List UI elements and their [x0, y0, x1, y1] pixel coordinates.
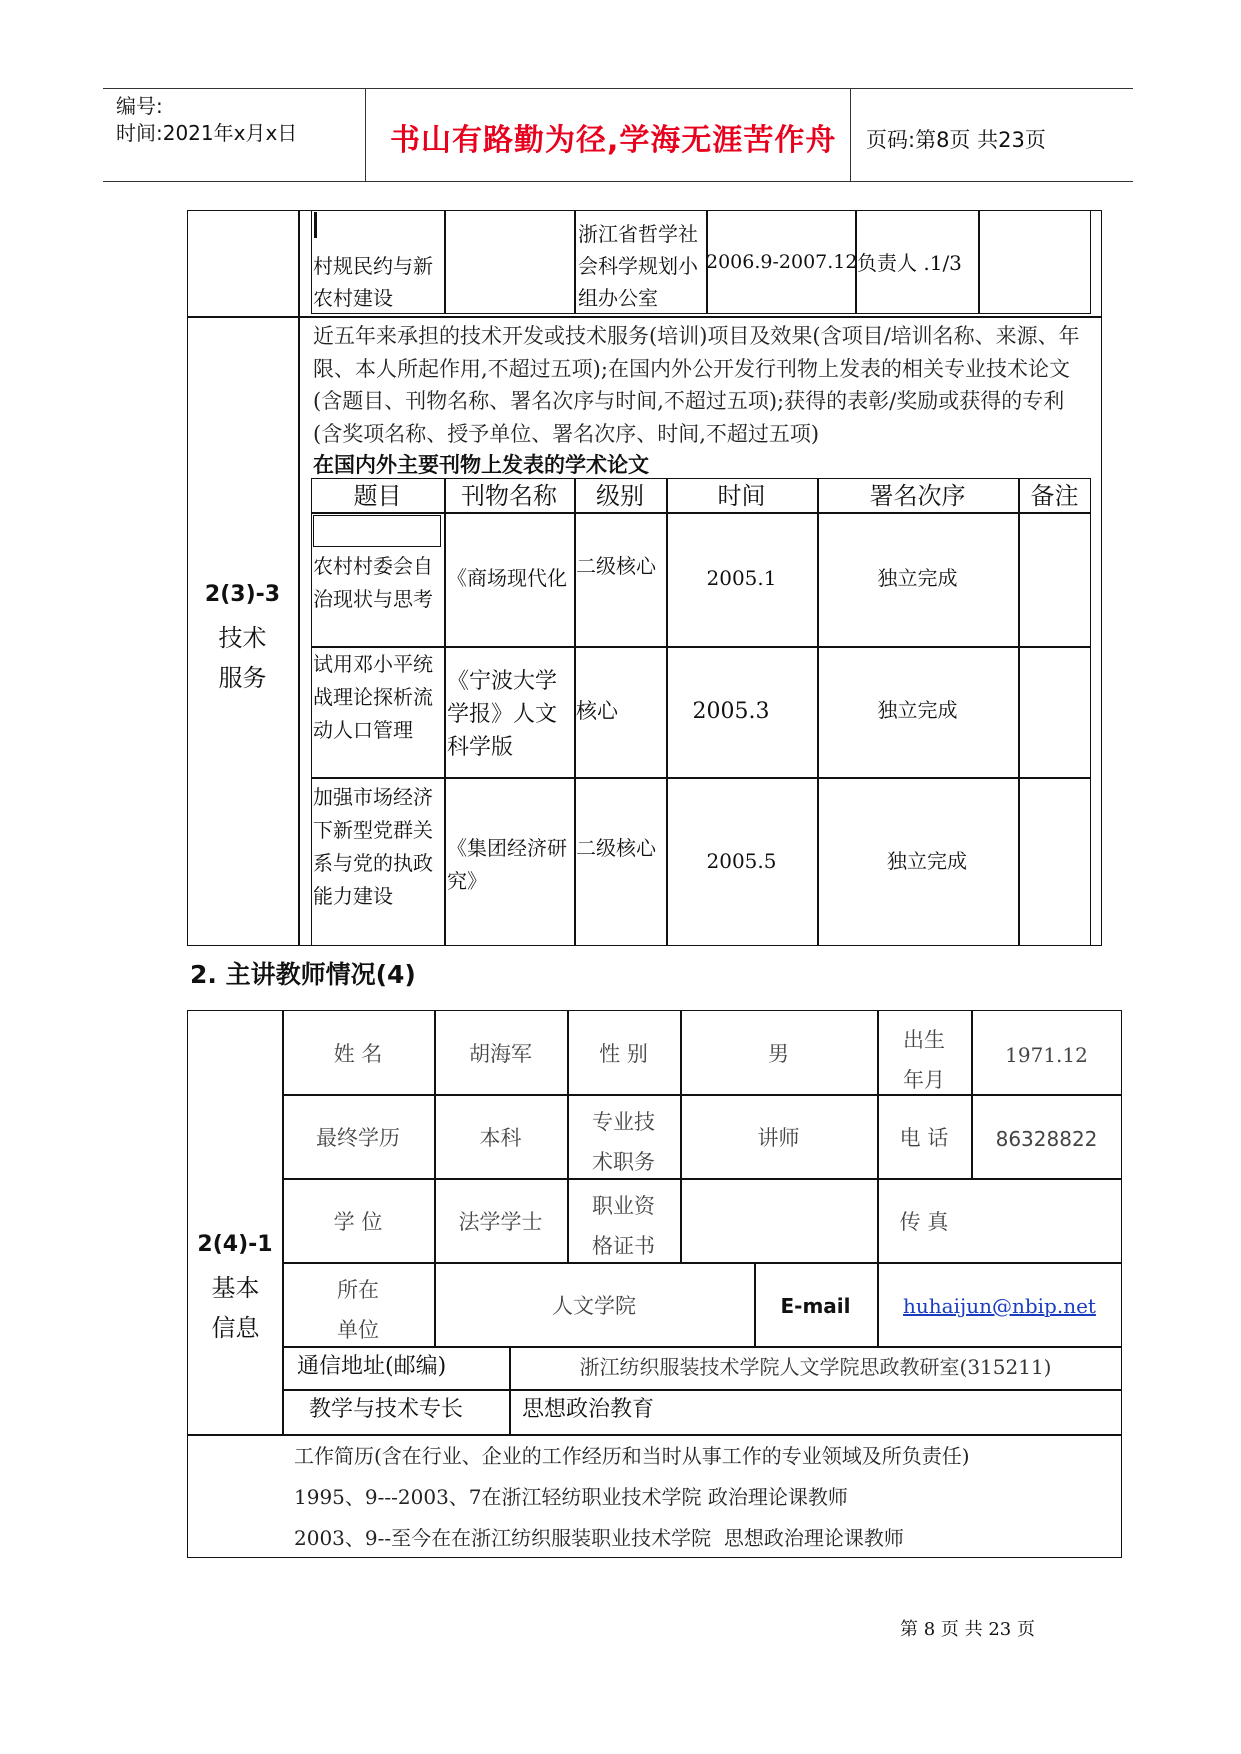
paper-2-level: 核心 [576, 699, 618, 723]
name-value: 胡海军 [469, 1042, 532, 1066]
paper-3-level: 二级核心 [576, 836, 656, 860]
degree-label: 学 位 [333, 1210, 383, 1234]
section-2-3-description: 近五年来承担的技术开发或技术服务(培训)项目及效果(含项目/培训名称、来源、年限、本人所起作用,不超过五项);在国内外公开发行刊物上发表的相关专业技术论文(含题目、刊物名称、署名次序与时间,不超过五项);获得的表彰/奖励或获得的专利(含奖项名称、授予单位、署名次序、时间,不超过五项) [313, 324, 1080, 446]
teacher-info-table [187, 1010, 1122, 1558]
paper-1-time: 2005.1 [706, 566, 777, 590]
resume-line-2: 2003、9--至今在在浙江纺织服装职业技术学院 思想政治理论课教师 [294, 1526, 904, 1550]
teacher-section-heading: 2. 主讲教师情况(4) [190, 960, 416, 989]
papers-col-1 [444, 478, 446, 946]
cursor-marker [314, 212, 317, 238]
phone-value: 86328822 [995, 1127, 1098, 1151]
document-time-label: 时间:2021年x月x日 [116, 121, 298, 145]
header-page-info: 页码:第8页 共23页 [866, 128, 1046, 152]
papers-row2-rule [311, 777, 1091, 779]
gender-label: 性 别 [599, 1042, 648, 1066]
address-value: 浙江纺织服装技术学院人文学院思政教研室(315211) [579, 1355, 1052, 1379]
col-header-journal: 刊物名称 [461, 482, 557, 510]
paper-1-title: 农村村委会自治现状与思考 [313, 554, 433, 611]
label-column-divider [298, 210, 300, 946]
research-period: 2006.9-2007.12 [706, 251, 858, 273]
section-2-3-code: 2(3)-3 [204, 582, 281, 607]
empty-input-box [313, 515, 441, 547]
professional-title-value: 讲师 [757, 1126, 800, 1150]
paper-3-title: 加强市场经济下新型党群关系与党的执政能力建设 [313, 785, 433, 908]
fax-label: 传 真 [899, 1210, 949, 1234]
degree-value: 法学学士 [458, 1210, 543, 1234]
footer-page-number: 第 8 页 共 23 页 [900, 1619, 1035, 1640]
document-number-label: 编号: [116, 94, 163, 118]
teacher-rule-5 [282, 1389, 1122, 1391]
email-label: E-mail [780, 1294, 851, 1318]
header-divider-left [365, 88, 366, 181]
research-role: 负责人 .1/3 [857, 251, 962, 275]
col-header-level: 级别 [596, 482, 644, 510]
paper-1-journal: 《商场现代化 [447, 566, 567, 590]
header-slogan: 书山有路勤为径,学海无涯苦作舟 [390, 123, 837, 158]
research-source: 浙江省哲学社会科学规划小组办公室 [578, 222, 698, 310]
speciality-value: 思想政治教育 [522, 1397, 655, 1422]
research-col-5 [978, 210, 980, 314]
paper-1-level: 二级核心 [576, 554, 656, 578]
paper-2-order: 独立完成 [877, 698, 958, 722]
teacher-rule-6 [187, 1434, 1122, 1436]
col-header-note: 备注 [1030, 482, 1079, 510]
paper-3-time: 2005.5 [706, 849, 777, 873]
education-label: 最终学历 [316, 1126, 400, 1150]
resume-line-1: 1995、9---2003、7在浙江轻纺职业技术学院 政治理论课教师 [294, 1485, 848, 1509]
teacher-rule-3 [282, 1262, 1122, 1264]
teacher-rule-1 [282, 1094, 1122, 1096]
research-title: 村规民约与新农村建设 [313, 254, 433, 310]
address-label: 通信地址(邮编) [297, 1354, 447, 1379]
email-link[interactable] [877, 1293, 1122, 1320]
birth-value: 1971.12 [1005, 1043, 1088, 1067]
paper-3-journal: 《集团经济研究》 [447, 836, 567, 893]
gender-value: 男 [768, 1042, 789, 1066]
paper-1-order: 独立完成 [877, 566, 958, 590]
papers-col-5 [1018, 478, 1020, 946]
paper-3-order: 独立完成 [887, 849, 967, 873]
birth-label: 出生年月 [903, 1028, 945, 1092]
teacher-section-name: 基本信息 [211, 1274, 260, 1342]
teacher-section-code: 2(4)-1 [197, 1232, 273, 1257]
section-2-3-name: 技术服务 [218, 624, 267, 692]
education-value: 本科 [479, 1126, 522, 1150]
teacher-rule-2 [282, 1178, 1122, 1180]
unit-label: 所在单位 [337, 1278, 379, 1342]
paper-2-journal: 《宁波大学学报》人文科学版 [447, 669, 558, 760]
email-value[interactable]: huhaijun@nbip.net [903, 1294, 1096, 1318]
col-header-order: 署名次序 [869, 482, 966, 510]
phone-label: 电 话 [899, 1126, 949, 1150]
col-header-time: 时间 [717, 482, 766, 510]
research-row-bottom-rule [187, 316, 1102, 318]
header-divider-right [850, 88, 851, 181]
certificate-label: 职业资格证书 [592, 1194, 655, 1258]
teacher-rule-4 [282, 1346, 1122, 1348]
header-bottom-rule [103, 181, 1133, 182]
research-col-1 [444, 210, 446, 314]
speciality-label: 教学与技术专长 [309, 1397, 464, 1422]
header-top-rule [103, 88, 1133, 89]
resume-label: 工作简历(含在行业、企业的工作经历和当时从事工作的专业领域及所负责任) [294, 1444, 970, 1468]
col-header-title: 题目 [353, 482, 402, 510]
name-label: 姓 名 [333, 1042, 383, 1066]
professional-title-label: 专业技术职务 [592, 1110, 655, 1174]
paper-2-title: 试用邓小平统战理论探析流动人口管理 [313, 652, 433, 742]
papers-heading: 在国内外主要刊物上发表的学术论文 [313, 453, 649, 477]
paper-2-time: 2005.3 [692, 699, 770, 724]
research-col-2 [574, 210, 576, 314]
unit-value: 人文学院 [552, 1294, 636, 1318]
